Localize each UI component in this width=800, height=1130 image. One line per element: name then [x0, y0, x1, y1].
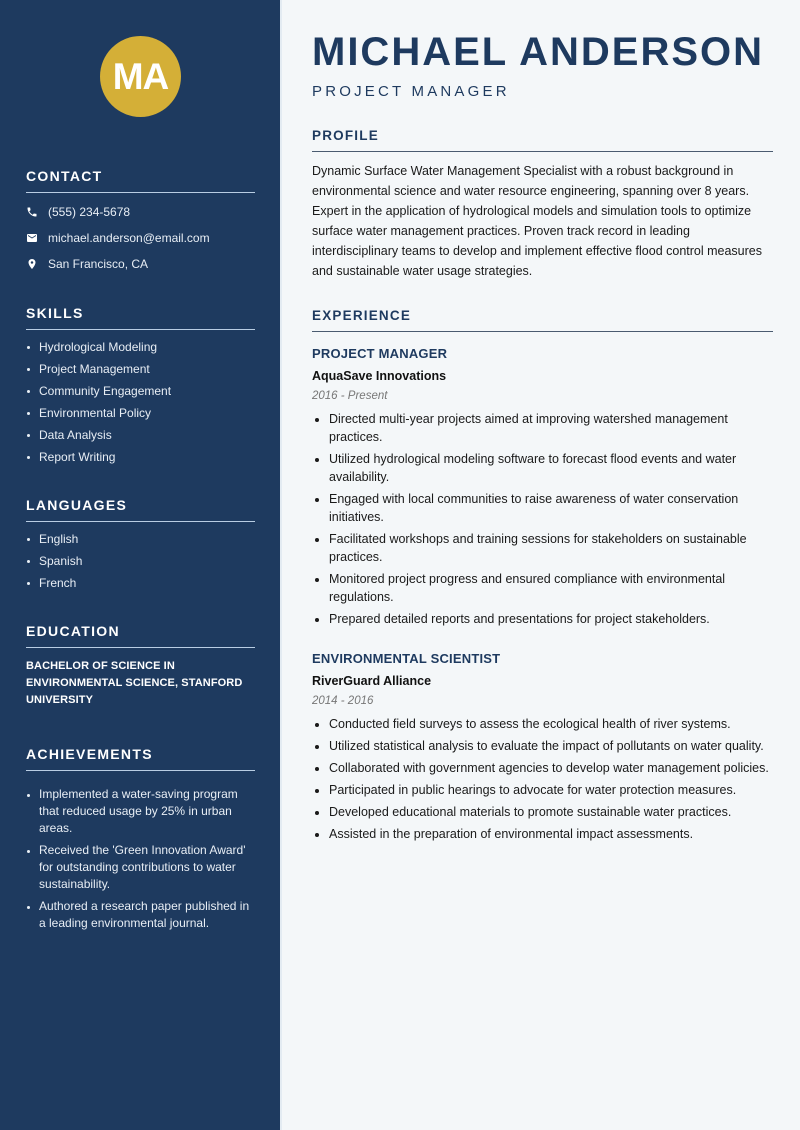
job-bullet: Assisted in the preparation of environmental impact assessments. [312, 825, 773, 843]
job-bullet: Collaborated with government agencies to develop water management policies. [312, 759, 773, 777]
job-bullet: Conducted field surveys to assess the ecological health of river systems. [312, 715, 773, 733]
achievements-list [26, 786, 255, 932]
job-bullets [312, 715, 773, 843]
skill-item: Report Writing [26, 446, 255, 468]
skill-item: Project Management [26, 358, 255, 380]
profile-section [312, 128, 773, 281]
experience-heading: EXPERIENCE [312, 308, 773, 332]
candidate-title: PROJECT MANAGER [312, 83, 510, 100]
job-dates: 2014 - 2016 [312, 695, 374, 707]
location-pin-icon [26, 258, 48, 270]
email-icon [26, 232, 48, 244]
skill-item: Data Analysis [26, 424, 255, 446]
achievement-item: Authored a research paper published in a leading environmental journal. [26, 898, 255, 932]
education-section [26, 623, 255, 709]
skills-heading: SKILLS [26, 305, 255, 330]
achievements-heading: ACHIEVEMENTS [26, 746, 255, 771]
job-bullet: Developed educational materials to promote sustainable water practices. [312, 803, 773, 821]
language-item: French [26, 572, 255, 594]
contact-heading: CONTACT [26, 168, 255, 193]
job-bullet: Directed multi-year projects aimed at improving watershed management practices. [312, 410, 773, 446]
job-company: RiverGuard Alliance [312, 674, 432, 688]
profile-heading: PROFILE [312, 128, 773, 152]
achievement-item: Implemented a water-saving program that reduced usage by 25% in urban areas. [26, 786, 255, 837]
profile-text: Dynamic Surface Water Management Specialist with a robust background in environmental science and water resource engineering, spanning over 8 years. Expert in the application of hydrological models and simulation tools to optimize surface water management practices. Proven track record in leading interdisciplinary teams to develop and implement effective flood control measures and sustainable water usage strategies. [312, 164, 762, 278]
contact-email [26, 225, 255, 251]
experience-section [312, 308, 773, 332]
contact-section [26, 168, 255, 277]
job-entry [312, 346, 773, 632]
job-title: PROJECT MANAGER [312, 346, 448, 361]
languages-heading: LANGUAGES [26, 497, 255, 522]
contact-phone [26, 199, 255, 225]
sidebar [0, 0, 280, 1130]
phone-text: (555) 234-5678 [48, 205, 131, 219]
job-company: AquaSave Innovations [312, 369, 447, 383]
job-dates: 2016 - Present [312, 390, 388, 402]
skill-item: Hydrological Modeling [26, 336, 255, 358]
skill-item: Environmental Policy [26, 402, 255, 424]
languages-section [26, 497, 255, 594]
education-degree: BACHELOR OF SCIENCE IN ENVIRONMENTAL SCIENCE, STANFORD UNIVERSITY [26, 660, 243, 706]
language-item: Spanish [26, 550, 255, 572]
language-item: English [26, 528, 255, 550]
skills-list [26, 336, 255, 468]
job-bullet: Utilized hydrological modeling software to forecast flood events and water availability. [312, 450, 773, 486]
achievements-section [26, 746, 255, 937]
job-bullets [312, 410, 773, 628]
skills-section [26, 305, 255, 468]
phone-icon [26, 206, 48, 218]
job-title: ENVIRONMENTAL SCIENTIST [312, 651, 501, 666]
candidate-name: MICHAEL ANDERSON [312, 30, 765, 74]
achievement-item: Received the 'Green Innovation Award' for outstanding contributions to water sustainability. [26, 842, 255, 893]
contact-location [26, 251, 255, 277]
job-bullet: Engaged with local communities to raise awareness of water conservation initiatives. [312, 490, 773, 526]
education-heading: EDUCATION [26, 623, 255, 648]
job-bullet: Monitored project progress and ensured compliance with environmental regulations. [312, 570, 773, 606]
languages-list [26, 528, 255, 594]
location-text: San Francisco, CA [48, 257, 149, 271]
email-text: michael.anderson@email.com [48, 231, 210, 245]
skill-item: Community Engagement [26, 380, 255, 402]
job-bullet: Participated in public hearings to advocate for water protection measures. [312, 781, 773, 799]
job-entry [312, 651, 773, 847]
main-content [280, 0, 800, 1130]
job-bullet: Prepared detailed reports and presentations for project stakeholders. [312, 610, 773, 628]
avatar: MA [100, 36, 181, 117]
job-bullet: Utilized statistical analysis to evaluate the impact of pollutants on water quality. [312, 737, 773, 755]
job-bullet: Facilitated workshops and training sessions for stakeholders on sustainable practices. [312, 530, 773, 566]
